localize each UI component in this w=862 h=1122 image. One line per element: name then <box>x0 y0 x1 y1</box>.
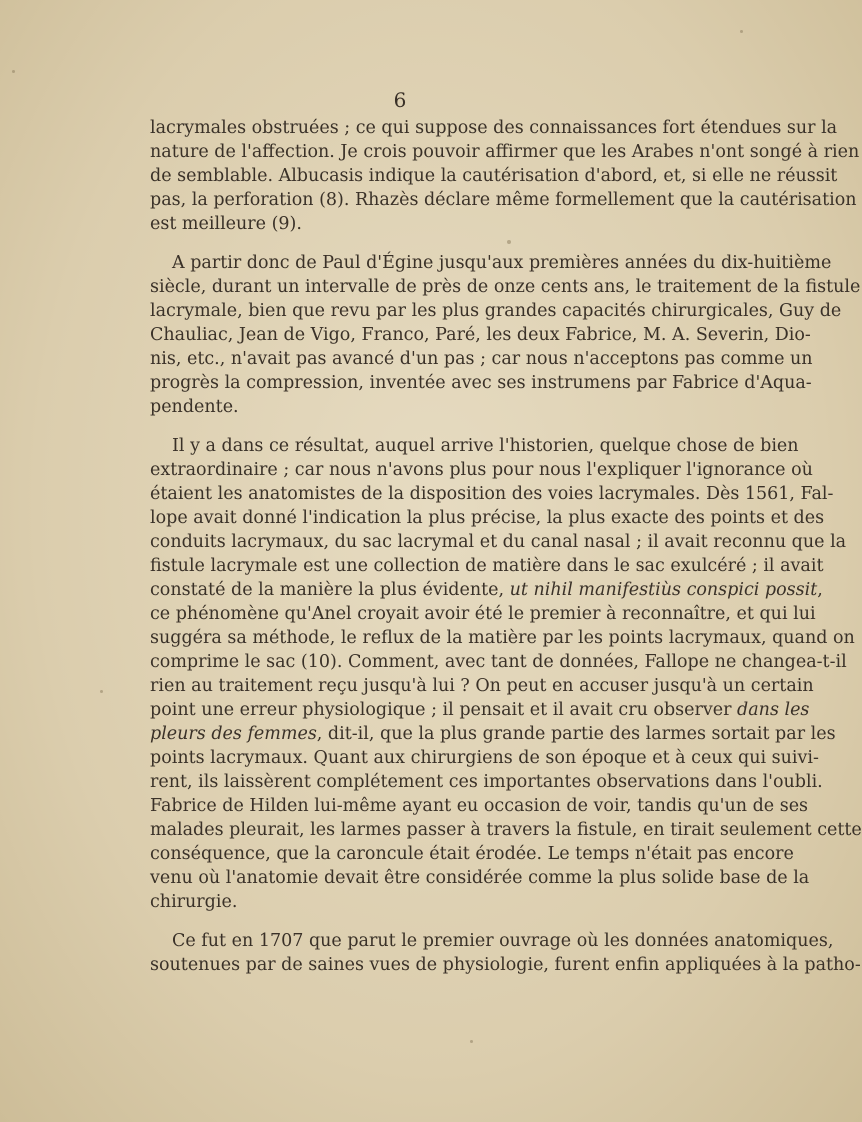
text-line: étaient les anatomistes de la disposition des voies lacrymales. Dès 1561, Fal- <box>150 484 834 504</box>
text-line: Ce fut en 1707 que parut le premier ouvrage où les données anatomiques, <box>172 931 834 951</box>
paper-speck <box>740 30 743 33</box>
text-line: nis, etc., n'avait pas avancé d'un pas ; car nous n'acceptons pas comme un <box>150 349 813 369</box>
text-line: rent, ils laissèrent complétement ces importantes observations dans l'oubli. <box>150 772 823 792</box>
text-line: A partir donc de Paul d'Égine jusqu'aux premières années du dix-huitième <box>172 253 832 273</box>
text-line: pendente. <box>150 397 239 417</box>
italic-quote: dans les <box>737 700 810 720</box>
text-line: venu où l'anatomie devait être considérée comme la plus solide base de la <box>150 868 810 888</box>
text-line <box>150 722 836 746</box>
text-line: pas, la perforation (8). Rhazès déclare même formellement que la cautérisation <box>150 190 857 210</box>
text-line: lacrymales obstruées ; ce qui suppose des connaissances fort étendues sur la <box>150 118 838 138</box>
paragraph-3 <box>150 434 862 914</box>
text-line: lacrymale, bien que revu par les plus grandes capacités chirurgicales, Guy de <box>150 301 842 321</box>
text-line: Fabrice de Hilden lui-même ayant eu occasion de voir, tandis qu'un de ses <box>150 796 809 816</box>
text-line: chirurgie. <box>150 892 238 912</box>
text-line: progrès la compression, inventée avec ses instrumens par Fabrice d'Aqua- <box>150 373 812 393</box>
text-line: conduits lacrymaux, du sac lacrymal et du canal nasal ; il avait reconnu que la <box>150 532 847 552</box>
text-line: de semblable. Albucasis indique la cautérisation d'abord, et, si elle ne réussit <box>150 166 838 186</box>
text-line: lope avait donné l'indication la plus précise, la plus exacte des points et des <box>150 508 825 528</box>
text-line: malades pleurait, les larmes passer à travers la fistule, en tirait seulement cette <box>150 820 862 840</box>
text-line: points lacrymaux. Quant aux chirurgiens de son époque et à ceux qui suivi- <box>150 748 819 768</box>
paragraph-4 <box>150 929 861 977</box>
text-line: suggéra sa méthode, le reflux de la matière par les points lacrymaux, quand on <box>150 628 855 648</box>
paper-speck <box>507 240 511 244</box>
text-line: conséquence, que la caroncule était érodée. Le temps n'était pas encore <box>150 844 794 864</box>
latin-quote: ut nihil manifestiùs conspici possit <box>509 580 818 600</box>
text-line: extraordinaire ; car nous n'avons plus pour nous l'expliquer l'ignorance où <box>150 460 813 480</box>
text-line <box>150 698 810 722</box>
paragraph-2 <box>150 251 861 419</box>
text-run: constaté de la manière la plus évidente, <box>150 580 510 600</box>
paper-speck <box>12 70 15 73</box>
text-line <box>150 578 823 602</box>
page-number: 6 <box>393 88 407 112</box>
text-line: soutenues par de saines vues de physiologie, furent enfin appliquées à la patho- <box>150 955 861 975</box>
text-line: comprime le sac (10). Comment, avec tant de données, Fallope ne changea-t-il <box>150 652 847 672</box>
text-line: ce phénomène qu'Anel croyait avoir été le premier à reconnaître, et qui lui <box>150 604 816 624</box>
body-text <box>150 116 862 977</box>
paper-speck <box>100 690 103 693</box>
text-line: nature de l'affection. Je crois pouvoir affirmer que les Arabes n'ont songé à rien <box>150 142 860 162</box>
text-run: , dit-il, que la plus grande partie des larmes sortait par les <box>316 724 836 744</box>
text-line: Il y a dans ce résultat, auquel arrive l'historien, quelque chose de bien <box>172 436 799 456</box>
italic-quote: pleurs des femmes <box>150 724 317 744</box>
text-line: siècle, durant un intervalle de près de onze cents ans, le traitement de la fistule <box>150 277 861 297</box>
paper-speck <box>470 1040 473 1043</box>
text-line: rien au traitement reçu jusqu'à lui ? On peut en accuser jusqu'à un certain <box>150 676 814 696</box>
text-line: est meilleure (9). <box>150 214 302 234</box>
text-run: , <box>817 580 823 600</box>
text-run: point une erreur physiologique ; il pensait et il avait cru observer <box>150 700 738 720</box>
text-line: Chauliac, Jean de Vigo, Franco, Paré, les deux Fabrice, M. A. Severin, Dio- <box>150 325 811 345</box>
text-line: fistule lacrymale est une collection de matière dans le sac exulcéré ; il avait <box>150 556 824 576</box>
paragraph-1 <box>150 116 860 236</box>
